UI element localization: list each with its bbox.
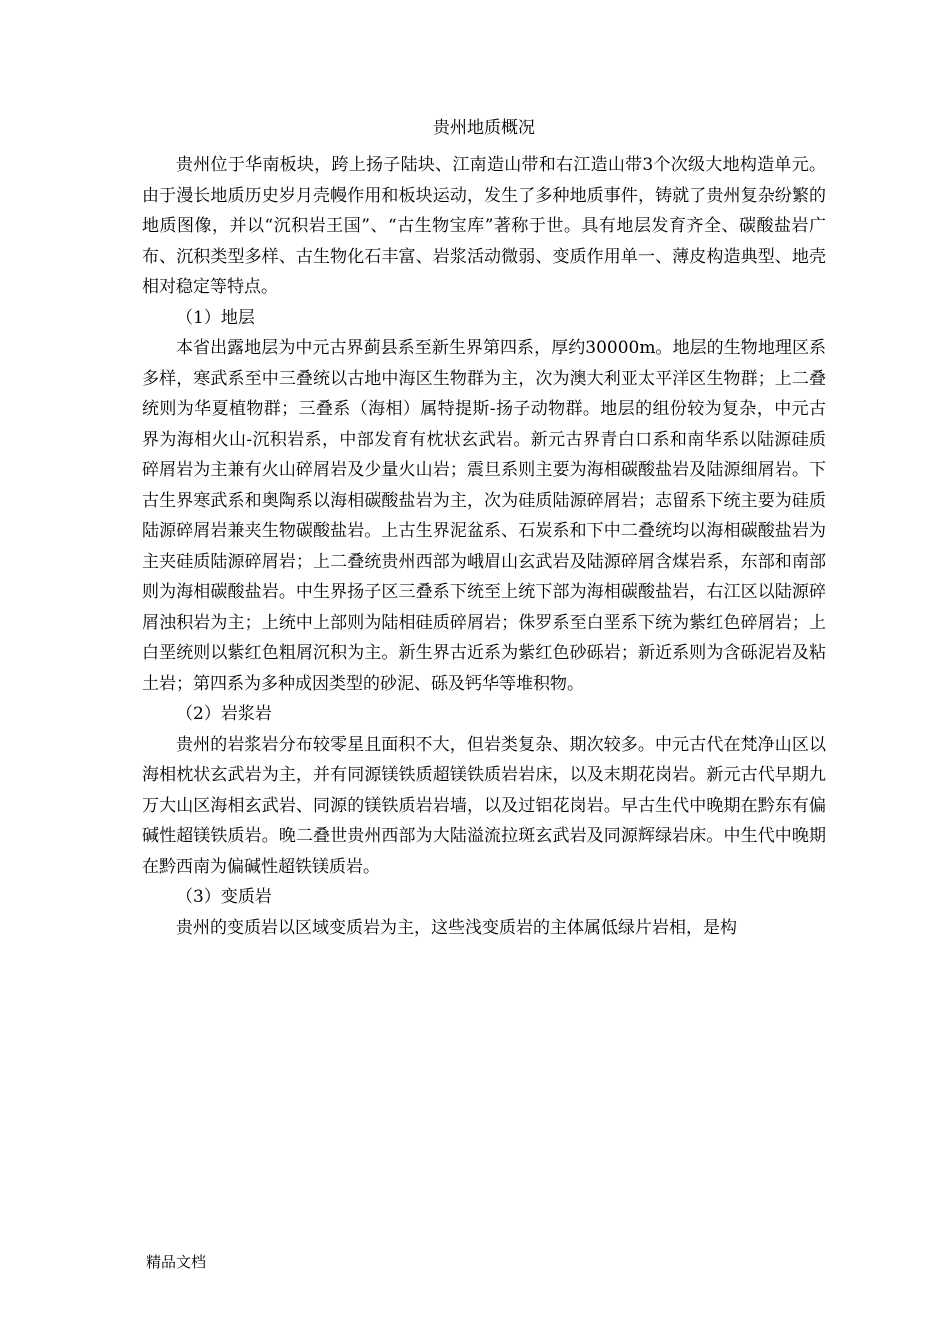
page-footer: 精品文档	[146, 1253, 207, 1271]
section-body-magmatic-rocks: 贵州的岩浆岩分布较零星且面积不大，但岩类复杂、期次较多。中元古代在梵净山区以海相枕状玄武岩为主，并有同源镁铁质超镁铁质岩岩床，以及末期花岗岩。新元古代早期九万大山区海相玄武岩、同源的镁铁质岩岩墙，以及过铝花岗岩。早古生代中晚期在黔东有偏碱性超镁铁质岩。晚二叠世贵州西部为大陆溢流拉斑玄武岩及同源辉绿岩床。中生代中晚期在黔西南为偏碱性超铁镁质岩。	[142, 734, 826, 877]
section-body-metamorphic-rocks: 贵州的变质岩以区域变质岩为主，这些浅变质岩的主体属低绿片岩相，是构	[176, 917, 737, 938]
document-title: 贵州地质概况	[433, 118, 535, 138]
section-heading-metamorphic-rocks: （3）变质岩	[176, 887, 272, 907]
intro-paragraph: 贵州位于华南板块，跨上扬子陆块、江南造山带和右江造山带3个次级大地构造单元。由于漫长地质历史岁月壳幔作用和板块运动，发生了多种地质事件，铸就了贵州复杂纷繁的地质图像，并以“沉积岩王国”、“古生物宝库”著称于世。具有地层发育齐全、碳酸盐岩广布、沉积类型多样、古生物化石丰富、岩浆活动微弱、变质作用单一、薄皮构造典型、地壳相对稳定等特点。	[142, 155, 826, 297]
section-heading-strata: （1）地层	[176, 307, 255, 328]
section-heading-magmatic-rocks: （2）岩浆岩	[176, 704, 272, 724]
section-body-strata: 本省出露地层为中元古界蓟县系至新生界第四系，厚约30000m。地层的生物地理区系多样，寒武系至中三叠统以古地中海区生物群为主，次为澳大利亚太平洋区生物群；上二叠统则为华夏植物群；三叠系（海相）属特提斯-扬子动物群。地层的组份较为复杂，中元古界为海相火山-沉积岩系，中部发育有枕状玄武岩。新元古界青白口系和南华系以陆源硅质碎屑岩为主兼有火山碎屑岩及少量火山岩；震旦系则主要为海相碳酸盐岩及陆源细屑岩。下古生界寒武系和奥陶系以海相碳酸盐岩为主，次为硅质陆源碎屑岩；志留系下统主要为硅质陆源碎屑岩兼夹生物碳酸盐岩。上古生界泥盆系、石炭系和下中二叠统均以海相碳酸盐岩为主夹硅质陆源碎屑岩；上二叠统贵州西部为峨眉山玄武岩及陆源碎屑含煤岩系，东部和南部则为海相碳酸盐岩。中生界扬子区三叠系下统至上统下部为海相碳酸盐岩，右江区以陆源碎屑浊积岩为主；上统中上部则为陆相硅质碎屑岩；侏罗系至白垩系下统为紫红色碎屑岩；上白垩统则以紫红色粗屑沉积为主。新生界古近系为紫红色砂砾岩；新近系则为含砾泥岩及粘土岩；第四系为多种成因类型的砂泥、砾及钙华等堆积物。	[142, 338, 826, 694]
document-body	[142, 114, 826, 943]
